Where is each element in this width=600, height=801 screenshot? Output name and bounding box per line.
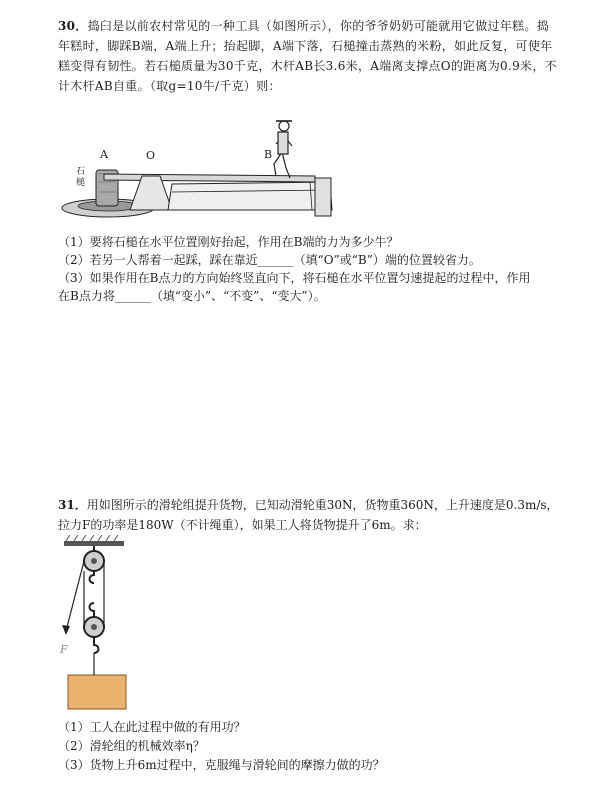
label-o: O [146,149,156,162]
ceiling [64,541,124,546]
question-30-sub3: （3）如果作用在B点力的方向始终竖直向下，将石槌在水平位置匀速提起的过程中，作用 [58,271,531,285]
question-30-stem [58,16,558,96]
pulley-figure [50,535,140,715]
cargo-box [68,675,126,709]
platform [168,182,332,210]
question-31-sub2: （2）滑轮组的机械效率η？ [58,739,205,753]
person-figure [274,121,292,178]
force-arrow [62,625,70,635]
question-30-sub2: （2）若另一人帮着一起踩，踩在靠近______（填“O”或“B”）端的位置较省力。 [58,253,481,267]
answer-blank-2[interactable]: ______ [257,253,294,267]
fulcrum-o [130,176,172,210]
answer-blank-3[interactable]: ______ [114,289,151,303]
label-hammer: 槌 [76,178,86,188]
rope-free-end [66,561,84,631]
question-30-sub3-cont: 在B点力将______（填“变小”、“不变”、“变大”）。 [58,289,326,303]
question-31-sub3: （3）货物上升6m过程中，克服绳与滑轮间的摩擦力做的功？ [58,758,385,772]
label-a: A [100,148,108,161]
label-f: F [60,643,68,656]
question-30-text: 捣臼是以前农村常见的一种工具（如图所示），你的爷爷奶奶可能就用它做过年糕。捣年糕时，脚踩B端，A端上升；抬起脚，A端下落，石槌撞击蒸熟的米粉，如此反复，可使年糕变得有韧性。若石槌质量为30千克，木杆AB长3.6米，A端离支撑点O的距离为0.9米，不计木杆AB自重。（取g=10牛/千克）则： [58,19,557,93]
mortar-lever-figure [60,112,340,226]
question-30-sub1: （1）要将石槌在水平位置刚好抬起，作用在B端的力为多少牛？ [58,235,399,249]
question-31-stem: 31．用如图所示的滑轮组提升货物，已知动滑轮重30N，货物重360N，上升速度是0.3m/s， [58,498,559,512]
label-stone: 石 [76,167,86,177]
lever-ab [104,174,315,182]
question-31-stem-cont: 拉力F的功率是180W（不计绳重），如果工人将货物提升了6m。求： [58,518,427,532]
question-31-sub1: （1）工人在此过程中做的有用功？ [58,720,246,734]
question-31-number: 31． [58,498,87,512]
label-b: B [264,148,273,161]
question-30-number: 30． [58,19,88,33]
